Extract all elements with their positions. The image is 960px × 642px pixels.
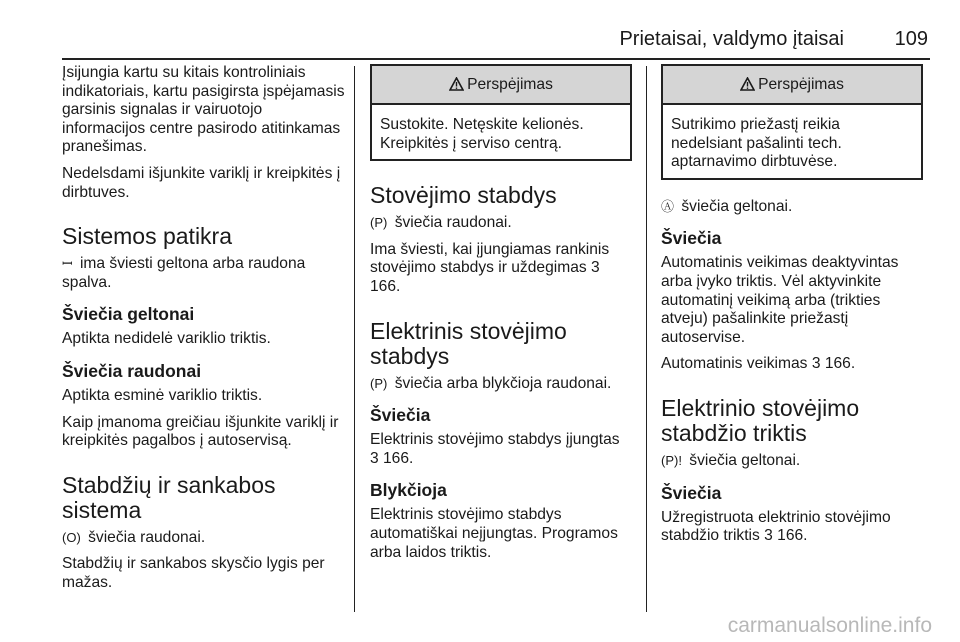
watermark: carmanualsonline.info bbox=[727, 614, 932, 637]
engine-check-icon: ꟷ bbox=[62, 256, 73, 272]
brake-warning-icon: (O) bbox=[62, 529, 81, 545]
lit-body: Elektrinis stovėjimo stabdys įjungtas bbox=[370, 431, 620, 449]
parking-brake-text bbox=[370, 241, 632, 297]
auto-indicator-desc: šviečia geltonai. bbox=[681, 197, 793, 215]
subheading-flashing: Blykčioja bbox=[370, 480, 447, 501]
lit-body-2: Užregistruota elektrinio stovėjimo stabdžio triktis bbox=[661, 508, 891, 545]
warning-box-body bbox=[372, 105, 630, 159]
auto-hold-icon: Ⓐ bbox=[661, 198, 675, 214]
column-divider bbox=[646, 66, 647, 612]
electric-parking-brake-line bbox=[370, 375, 632, 394]
intro-paragraph-2: Nedelsdami išjunkite variklį ir kreipkitės į dirbtuves. bbox=[62, 164, 341, 201]
warning-box bbox=[661, 64, 923, 180]
brake-text-2: Stabdžių ir sankabos skysčio lygis per mažas. bbox=[62, 555, 325, 591]
page-reference-link[interactable]: 3 166. bbox=[370, 259, 600, 295]
column-right bbox=[661, 64, 923, 554]
section-heading-brake-clutch: Stabdžių ir sankabos sistema bbox=[62, 471, 276, 523]
lit-text: Automatinis veikimas deaktyvintas arba įvyko triktis. Vėl aktyvinkite automatinį veikimą arba (trikties atveju) pašalinkite priežastį autoservise. bbox=[661, 254, 899, 346]
warning-text: Sustokite. Netęskite kelionės. Kreipkitės į serviso centrą. bbox=[380, 116, 584, 152]
warning-box-title: Perspėjimas bbox=[467, 76, 553, 93]
page-reference-link[interactable]: 3 166. bbox=[370, 449, 414, 467]
section-heading-parking-brake: Stovėjimo stabdys bbox=[370, 182, 557, 209]
auto-mode-body: Automatinis veikimas bbox=[661, 355, 808, 373]
brake-text-1 bbox=[62, 529, 346, 548]
red-text-2: Kaip įmanoma greičiau išjunkite variklį ir kreipkitės pagalbos į autoservisą. bbox=[62, 413, 339, 450]
parking-brake-icon: (P) bbox=[370, 215, 388, 231]
subheading-lit-2: Šviečia bbox=[661, 482, 722, 503]
column-divider bbox=[354, 66, 355, 612]
subheading-yellow: Šviečia geltonai bbox=[62, 304, 195, 325]
electric-parking-brake-desc: šviečia arba blykčioja raudonai. bbox=[394, 374, 612, 392]
electric-brake-fault-desc: šviečia geltonai. bbox=[689, 451, 801, 469]
section-heading-electric-brake-fault: Elektrinio stovėjimo stabdžio triktis bbox=[661, 394, 860, 446]
parking-brake-body: Ima šviesti, kai įjungiamas rankinis stovėjimo stabdys ir uždegimas bbox=[370, 240, 610, 277]
auto-mode-text bbox=[661, 355, 923, 374]
parking-brake-desc: šviečia raudonai. bbox=[394, 214, 512, 232]
parking-brake-fault-icon: (P)! bbox=[661, 452, 682, 468]
yellow-text: Aptikta nedidelė variklio triktis. bbox=[62, 330, 271, 348]
warning-triangle-icon bbox=[740, 77, 755, 91]
intro-paragraph: Įsijungia kartu su kitais kontroliniais indikatoriais, kartu pasigirsta įspėjamasis garsinis signalas ir vairuotojo informacijos centre pasirodo atitinkamas pranešimas. bbox=[62, 64, 345, 156]
electric-brake-fault-line bbox=[661, 452, 923, 471]
page-header-title: Prietaisai, valdymo įtaisai bbox=[619, 28, 844, 50]
warning-text: Sutrikimo priežastį reikia nedelsiant pašalinti tech. aptarnavimo dirbtuvėse. bbox=[671, 116, 842, 171]
subheading-lit: Šviečia bbox=[370, 405, 431, 426]
brake-desc: šviečia raudonai. bbox=[88, 528, 206, 546]
warning-box-body bbox=[663, 105, 921, 178]
parking-brake-icon: (P) bbox=[370, 375, 388, 391]
lit-text bbox=[370, 431, 632, 468]
page-header bbox=[62, 22, 930, 60]
page-reference-link[interactable]: 3 166. bbox=[811, 355, 856, 373]
subheading-red: Šviečia raudonai bbox=[62, 360, 202, 381]
page-reference-link[interactable]: 3 166. bbox=[764, 527, 808, 545]
warning-box-header bbox=[663, 66, 921, 105]
warning-box-header bbox=[372, 66, 630, 105]
warning-box-title: Perspėjimas bbox=[758, 76, 844, 93]
lit-text-2 bbox=[661, 509, 923, 546]
column-left bbox=[62, 64, 346, 601]
warning-box bbox=[370, 64, 632, 161]
flashing-text: Elektrinis stovėjimo stabdys automatiškai neįjungtas. Programos arba laidos triktis. bbox=[370, 506, 618, 561]
red-text-1: Aptikta esminė variklio triktis. bbox=[62, 386, 263, 404]
system-check-desc: ima šviesti geltona arba raudona spalva. bbox=[62, 255, 306, 291]
system-check-text bbox=[62, 255, 346, 292]
section-heading-electric-parking-brake: Elektrinis stovėjimo stabdys bbox=[370, 317, 567, 369]
subheading-lit: Šviečia bbox=[661, 228, 722, 249]
section-heading-system-check: Sistemos patikra bbox=[62, 223, 233, 250]
auto-indicator-line bbox=[661, 198, 923, 217]
warning-triangle-icon bbox=[449, 77, 464, 91]
page-number: 109 bbox=[894, 28, 928, 50]
parking-brake-line bbox=[370, 214, 632, 233]
column-middle bbox=[370, 64, 632, 570]
